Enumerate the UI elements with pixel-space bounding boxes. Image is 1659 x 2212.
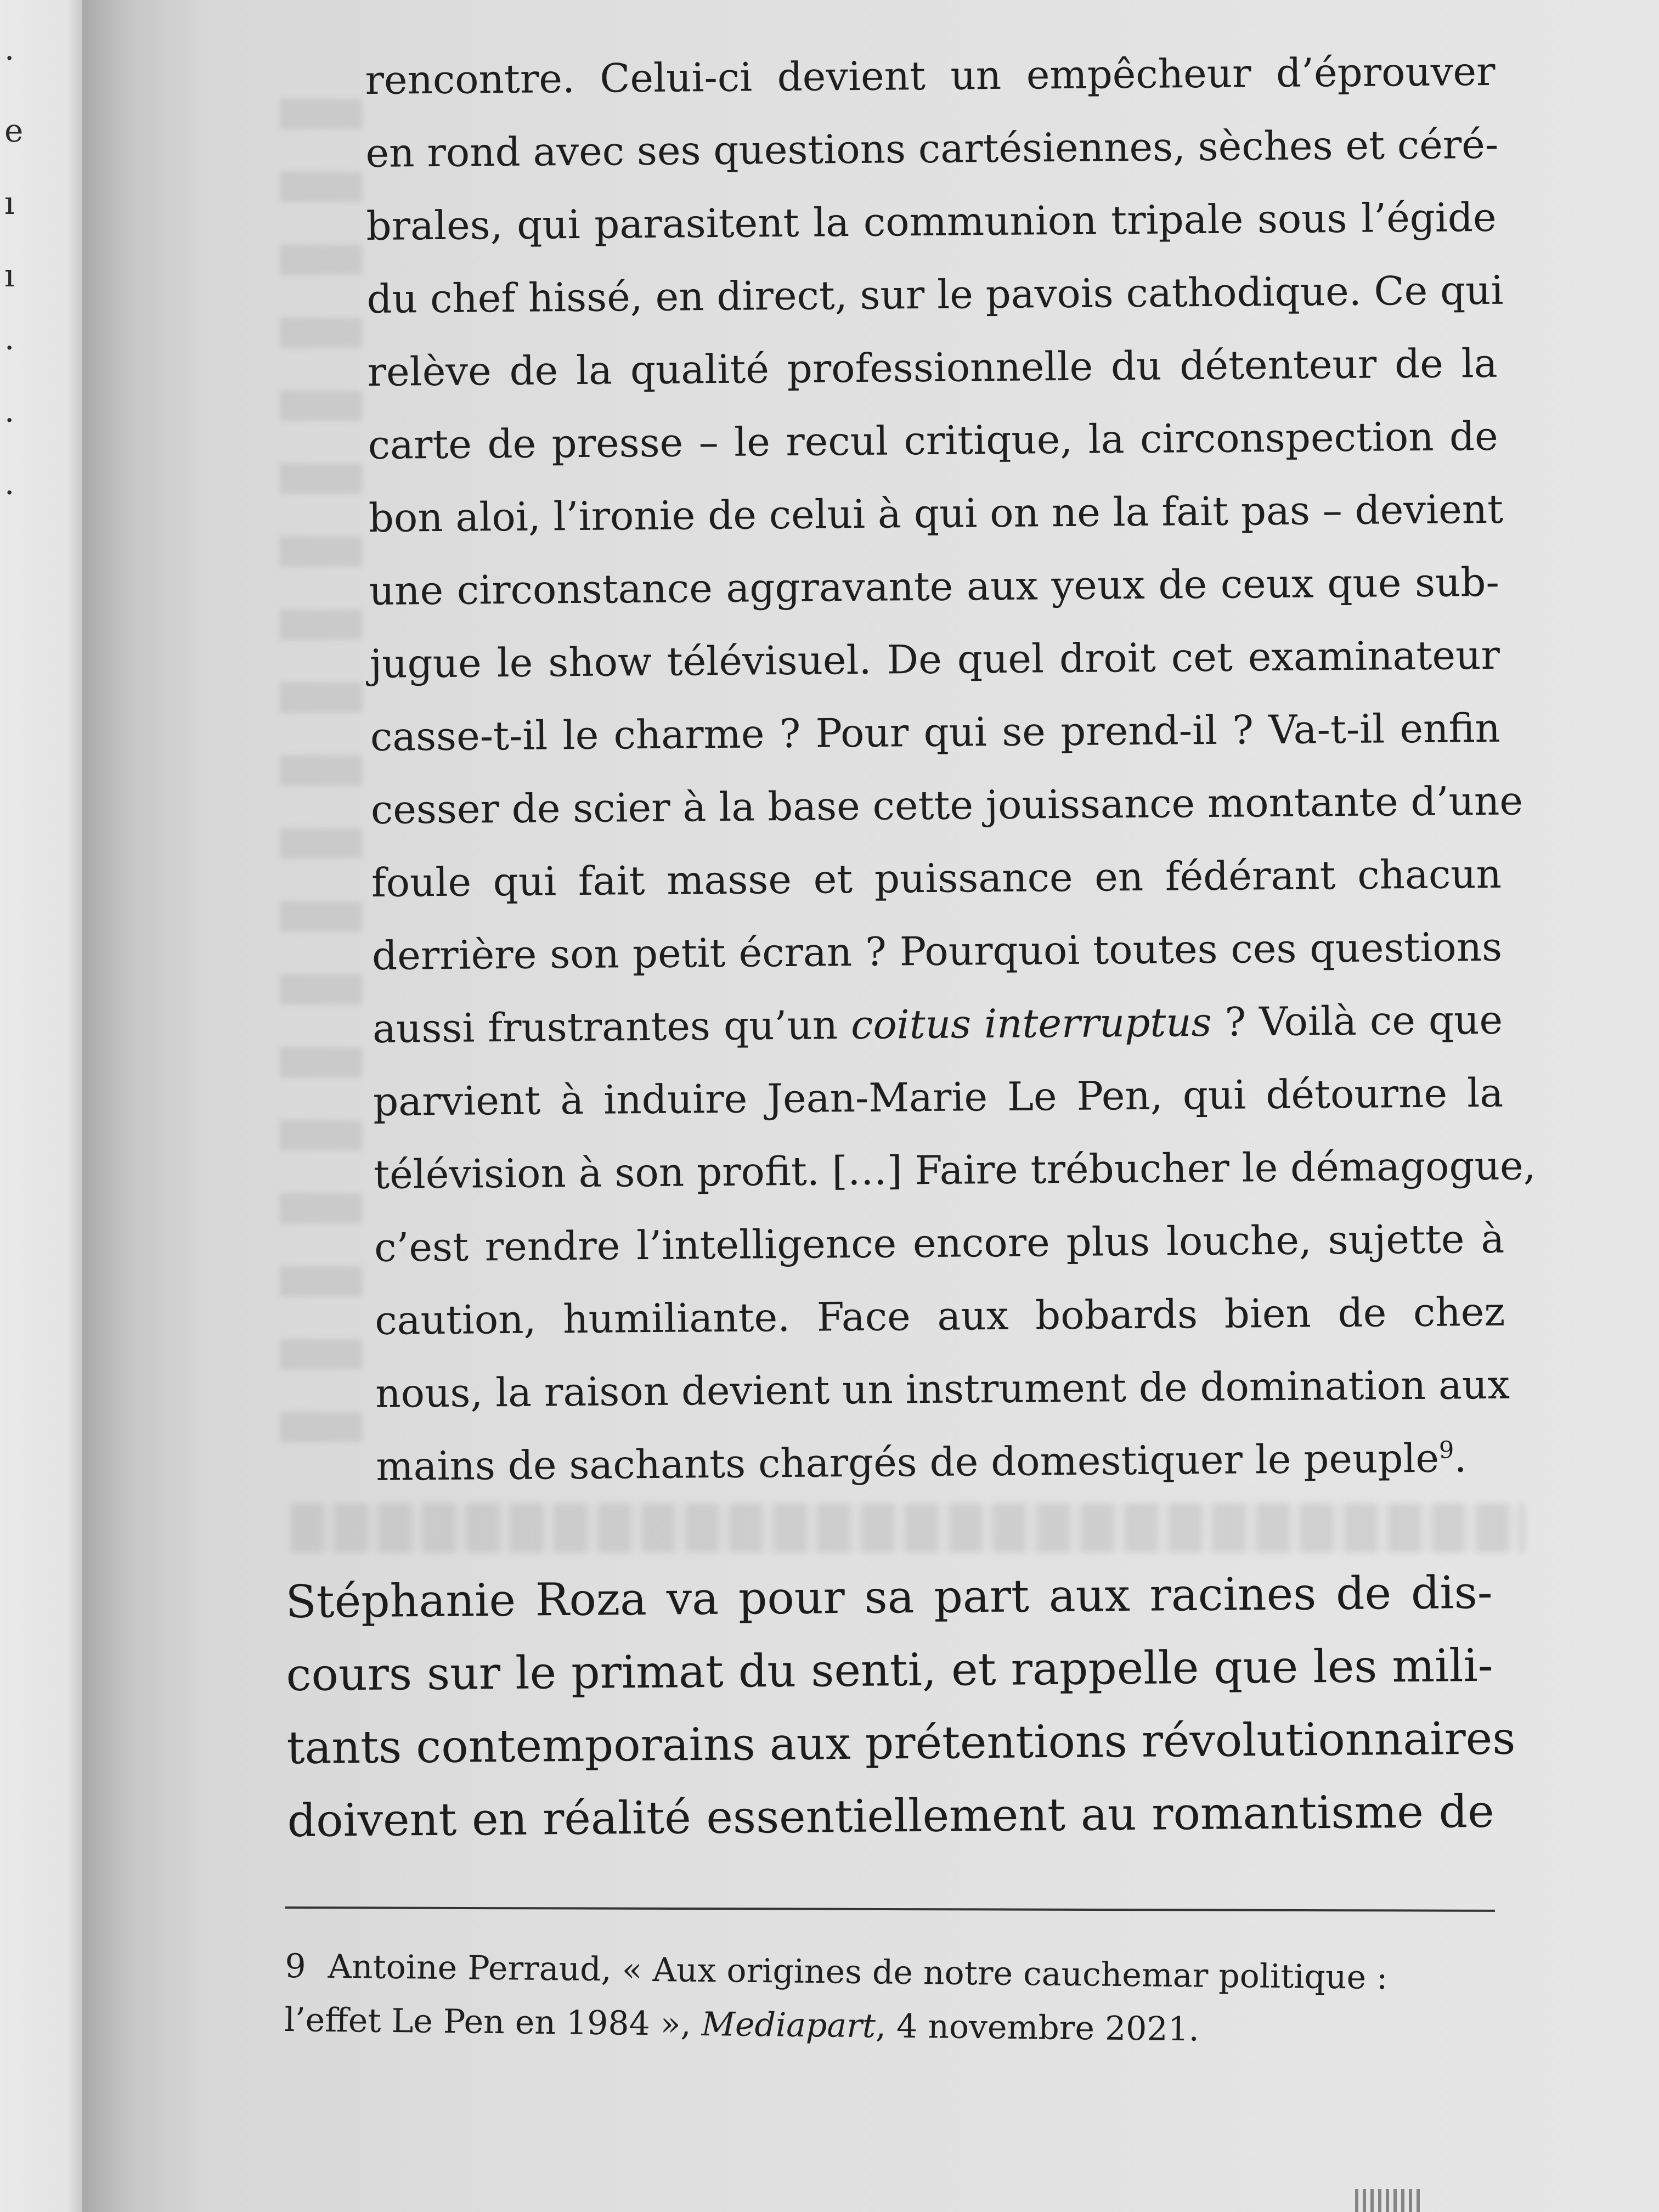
show-through-line	[291, 1503, 1525, 1553]
left-glyph: ·	[4, 474, 15, 511]
quote-text: mains de sachants chargés de domestiquer le peuple	[376, 1435, 1440, 1489]
quote-line: brales, qui parasitent la communion tripale sous l’égide	[366, 194, 1497, 249]
left-glyph: ·	[4, 402, 15, 439]
quote-line: carte de presse – le recul critique, la circonspection de	[368, 413, 1499, 468]
quote-line: télévision à son profit. […] Faire trébucher le démagogue,	[373, 1142, 1536, 1198]
footnote-source: Mediapart	[701, 2005, 876, 2046]
quote-line: c’est rendre l’intelligence encore plus louche, sujette à	[374, 1215, 1505, 1271]
footnote-text: Antoine Perraud, « Aux origines de notre cauchemar politique :	[328, 1947, 1388, 1997]
quote-line: une circonstance aggravante aux yeux de ceux que sub-	[369, 558, 1500, 614]
show-through-margin	[280, 99, 362, 1470]
quote-line: rencontre. Celui-ci devient un empêcheur d’éprouver	[365, 48, 1496, 103]
quote-text: .	[1454, 1435, 1467, 1481]
quote-line: casse-t-il le charme ? Pour qui se prend-il ? Va-t-il enfin	[370, 704, 1501, 760]
quote-text: aussi frustrantes qu’un	[372, 1002, 851, 1052]
left-page-edge	[0, 0, 96, 2212]
quote-line-italic	[373, 984, 1503, 1065]
block-quote	[365, 35, 1536, 1503]
quote-line: du chef hissé, en direct, sur le pavois cathodique. Ce qui	[366, 267, 1504, 322]
bottom-edge-mark	[1355, 2189, 1421, 2212]
footnote-number: 9	[285, 1946, 307, 1986]
quote-line: caution, humiliante. Face aux bobards bien de chez	[374, 1288, 1505, 1344]
quote-line: derrière son petit écran ? Pourquoi toutes ces questions	[371, 923, 1503, 979]
left-glyph: ·	[4, 329, 15, 366]
quote-text: ? Voilà ce que	[1211, 996, 1503, 1045]
footnote-text: l’effet Le Pen en 1984 »,	[284, 2000, 702, 2044]
footnote-text: , 4 novembre 2021.	[875, 2007, 1200, 2049]
quote-line: cesser de scier à la base cette jouissance montante d’une	[370, 777, 1523, 833]
quote-line: nous, la raison devient un instrument de domination aux	[375, 1361, 1510, 1417]
footnote	[284, 1939, 1492, 2059]
left-glyph: e	[4, 112, 24, 149]
quote-line: bon aloi, l’ironie de celui à qui on ne la fait pas – devient	[368, 486, 1504, 541]
left-page-glyphs	[4, 22, 26, 529]
quote-line: jugue le show télévisuel. De quel droit cet examinateur	[369, 631, 1500, 687]
body-line: cours sur le primat du senti, et rappelle que les mili-	[286, 1639, 1493, 1701]
left-glyph: ı	[4, 184, 15, 222]
body-line: Stéphanie Roza va pour sa part aux racines de dis-	[285, 1566, 1493, 1628]
quote-last-line	[376, 1421, 1506, 1503]
footnote-reference: 9	[1438, 1436, 1454, 1464]
quote-line: en rond avec ses questions cartésiennes, sèches et céré-	[365, 121, 1499, 176]
body-paragraph	[285, 1557, 1516, 1858]
quote-italic-text: coitus interruptus	[850, 998, 1212, 1048]
quote-line: relève de la qualité professionnelle du détenteur de la	[367, 340, 1498, 395]
quote-line: foule qui fait masse et puissance en fédérant chacun	[371, 850, 1502, 906]
left-glyph: ı	[4, 257, 15, 294]
left-glyph: ·	[4, 40, 15, 77]
body-line: tants contemporains aux prétentions révolutionnaires	[286, 1712, 1516, 1774]
quote-line: parvient à induire Jean-Marie Le Pen, qui détourne la	[373, 1069, 1504, 1125]
body-line: doivent en réalité essentiellement au romantisme de	[287, 1785, 1494, 1847]
